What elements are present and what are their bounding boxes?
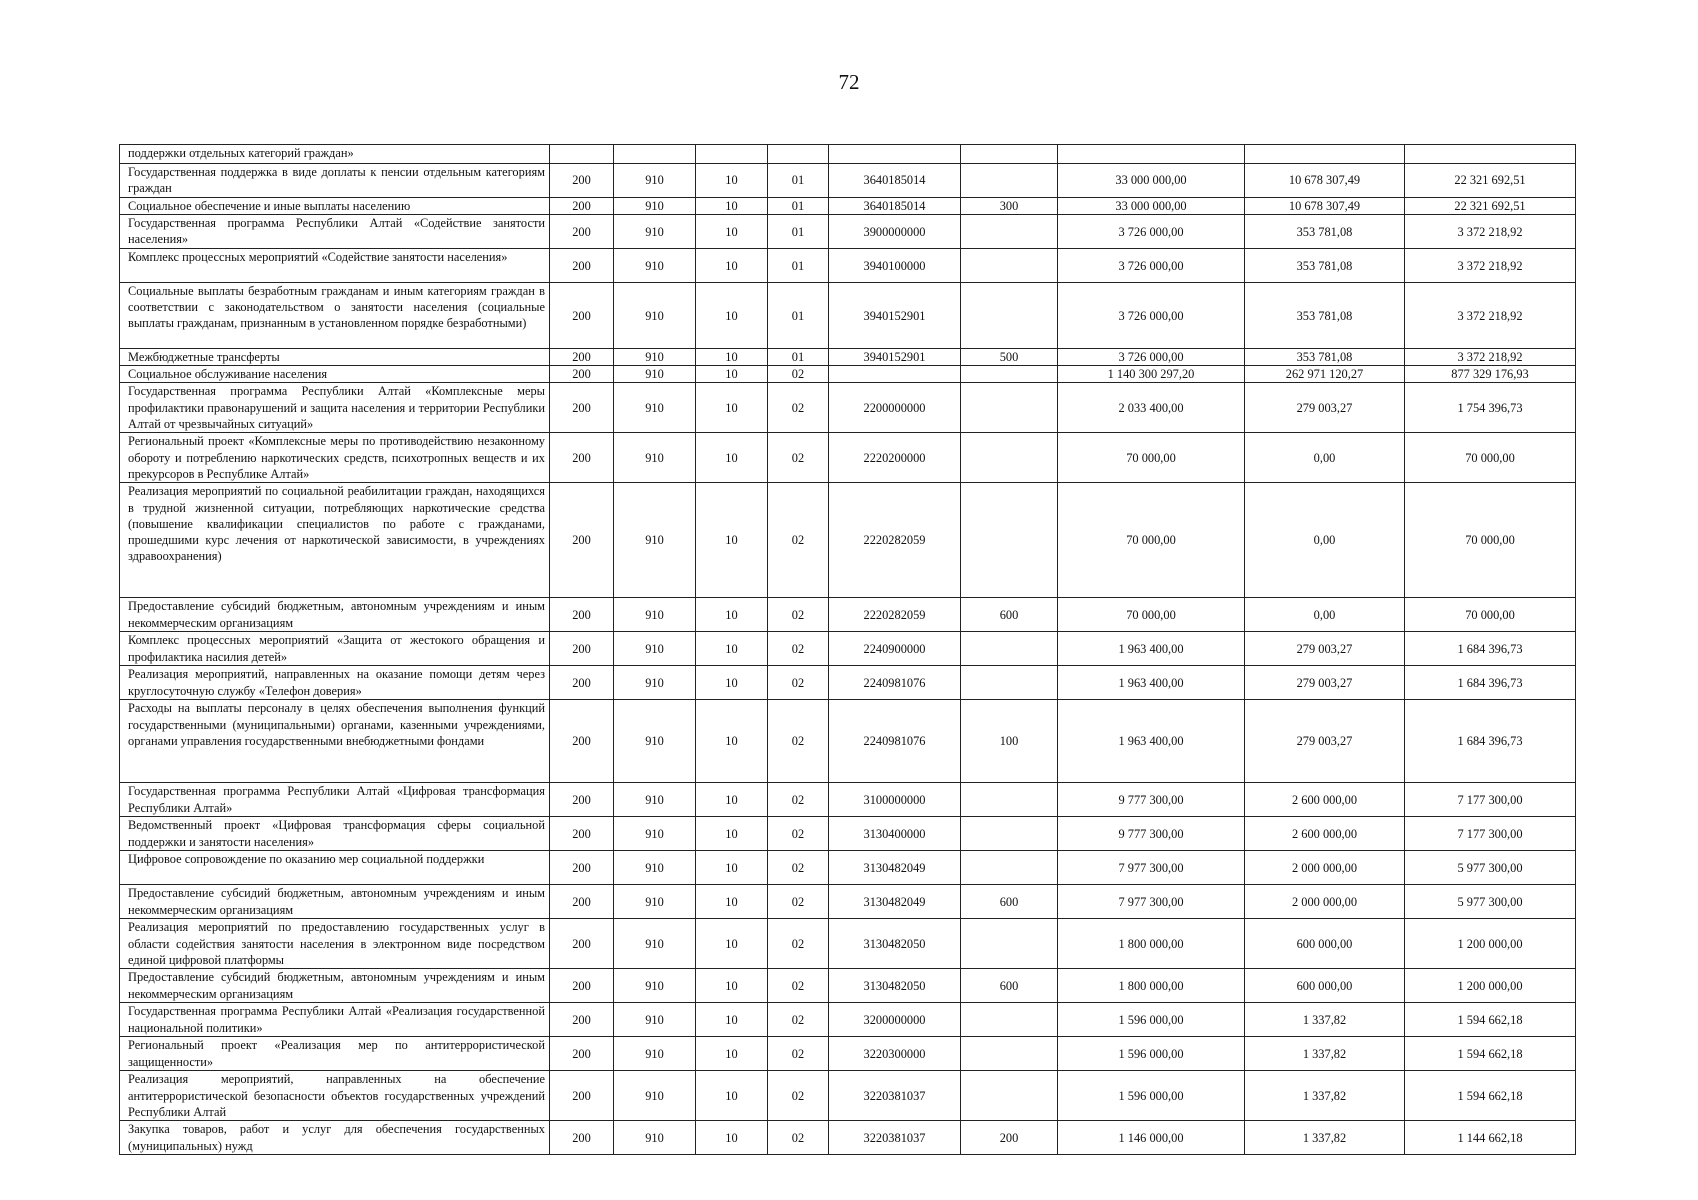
cell-expense-type: 600 (961, 885, 1058, 919)
cell-executed-amount: 1 337,82 (1245, 1003, 1405, 1037)
table-row (120, 885, 1576, 919)
cell-target-article: 3100000000 (829, 783, 961, 817)
cell-remaining-amount: 877 329 176,93 (1405, 366, 1576, 383)
cell-name: Социальное обслуживание населения (120, 366, 550, 383)
cell-department-code (614, 145, 696, 164)
cell-name: Предоставление субсидий бюджетным, автономным учреждениям и иным некоммерческим организациям (120, 969, 550, 1003)
cell-expense-type (961, 1003, 1058, 1037)
cell-target-article: 3940100000 (829, 249, 961, 283)
cell-executed-amount: 2 000 000,00 (1245, 885, 1405, 919)
table-row (120, 783, 1576, 817)
cell-department-code: 910 (614, 1003, 696, 1037)
cell-planned-amount: 3 726 000,00 (1058, 215, 1245, 249)
cell-department-code: 910 (614, 349, 696, 366)
cell-department-code: 910 (614, 885, 696, 919)
cell-target-article: 3940152901 (829, 349, 961, 366)
cell-admin-code: 200 (550, 817, 614, 851)
table-row (120, 483, 1576, 598)
cell-target-article: 3220381037 (829, 1071, 961, 1121)
cell-executed-amount: 2 000 000,00 (1245, 851, 1405, 885)
cell-admin-code: 200 (550, 919, 614, 969)
cell-planned-amount: 3 726 000,00 (1058, 249, 1245, 283)
cell-target-article: 3220300000 (829, 1037, 961, 1071)
cell-department-code: 910 (614, 483, 696, 598)
cell-section: 10 (696, 1071, 768, 1121)
cell-planned-amount (1058, 145, 1245, 164)
cell-executed-amount: 10 678 307,49 (1245, 164, 1405, 198)
cell-department-code: 910 (614, 969, 696, 1003)
cell-section (696, 145, 768, 164)
cell-subsection: 01 (768, 249, 829, 283)
cell-name: Реализация мероприятий, направленных на оказание помощи детям через круглосуточную службу «Телефон доверия» (120, 666, 550, 700)
cell-planned-amount: 7 977 300,00 (1058, 851, 1245, 885)
cell-section: 10 (696, 366, 768, 383)
cell-department-code: 910 (614, 1037, 696, 1071)
cell-executed-amount: 279 003,27 (1245, 383, 1405, 433)
cell-target-article: 2240981076 (829, 666, 961, 700)
table-row (120, 1121, 1576, 1155)
cell-expense-type (961, 145, 1058, 164)
budget-table-body (120, 145, 1576, 1155)
cell-executed-amount: 262 971 120,27 (1245, 366, 1405, 383)
cell-department-code: 910 (614, 198, 696, 215)
cell-planned-amount: 1 140 300 297,20 (1058, 366, 1245, 383)
cell-remaining-amount: 1 684 396,73 (1405, 666, 1576, 700)
cell-subsection: 01 (768, 349, 829, 366)
cell-name: Предоставление субсидий бюджетным, автономным учреждениям и иным некоммерческим организациям (120, 885, 550, 919)
cell-remaining-amount: 1 754 396,73 (1405, 383, 1576, 433)
cell-expense-type (961, 666, 1058, 700)
cell-subsection: 02 (768, 1037, 829, 1071)
cell-subsection: 02 (768, 851, 829, 885)
cell-target-article: 2240900000 (829, 632, 961, 666)
cell-remaining-amount: 1 594 662,18 (1405, 1003, 1576, 1037)
cell-admin-code: 200 (550, 1003, 614, 1037)
cell-admin-code: 200 (550, 666, 614, 700)
cell-expense-type (961, 283, 1058, 349)
table-row (120, 366, 1576, 383)
cell-planned-amount: 7 977 300,00 (1058, 885, 1245, 919)
cell-planned-amount: 9 777 300,00 (1058, 783, 1245, 817)
cell-expense-type (961, 366, 1058, 383)
cell-section: 10 (696, 632, 768, 666)
cell-remaining-amount: 70 000,00 (1405, 433, 1576, 483)
cell-name: Реализация мероприятий, направленных на обеспечение антитеррористической безопасности объектов государственных учреждений Республики Алтай (120, 1071, 550, 1121)
table-row (120, 145, 1576, 164)
cell-planned-amount: 3 726 000,00 (1058, 283, 1245, 349)
cell-admin-code: 200 (550, 349, 614, 366)
table-row (120, 164, 1576, 198)
cell-executed-amount: 2 600 000,00 (1245, 783, 1405, 817)
cell-department-code: 910 (614, 632, 696, 666)
cell-section: 10 (696, 433, 768, 483)
cell-expense-type: 600 (961, 598, 1058, 632)
cell-subsection: 02 (768, 598, 829, 632)
table-row (120, 349, 1576, 366)
cell-remaining-amount: 7 177 300,00 (1405, 783, 1576, 817)
cell-admin-code: 200 (550, 249, 614, 283)
cell-target-article: 2240981076 (829, 700, 961, 783)
cell-expense-type (961, 783, 1058, 817)
cell-department-code: 910 (614, 666, 696, 700)
cell-section: 10 (696, 1121, 768, 1155)
cell-name: Социальное обеспечение и иные выплаты населению (120, 198, 550, 215)
cell-remaining-amount: 70 000,00 (1405, 598, 1576, 632)
cell-target-article: 3640185014 (829, 164, 961, 198)
cell-name: Государственная программа Республики Алтай «Содействие занятости населения» (120, 215, 550, 249)
cell-target-article: 3130482049 (829, 851, 961, 885)
cell-subsection: 02 (768, 1071, 829, 1121)
cell-department-code: 910 (614, 366, 696, 383)
cell-expense-type: 500 (961, 349, 1058, 366)
cell-admin-code: 200 (550, 598, 614, 632)
cell-target-article: 3130482049 (829, 885, 961, 919)
cell-planned-amount: 70 000,00 (1058, 433, 1245, 483)
cell-admin-code: 200 (550, 433, 614, 483)
cell-remaining-amount: 1 200 000,00 (1405, 919, 1576, 969)
cell-executed-amount: 1 337,82 (1245, 1071, 1405, 1121)
cell-expense-type (961, 817, 1058, 851)
cell-admin-code: 200 (550, 969, 614, 1003)
cell-remaining-amount: 7 177 300,00 (1405, 817, 1576, 851)
cell-target-article: 2220282059 (829, 598, 961, 632)
cell-executed-amount: 0,00 (1245, 598, 1405, 632)
cell-department-code: 910 (614, 1071, 696, 1121)
cell-department-code: 910 (614, 283, 696, 349)
cell-remaining-amount: 1 200 000,00 (1405, 969, 1576, 1003)
cell-target-article: 3940152901 (829, 283, 961, 349)
table-row (120, 817, 1576, 851)
cell-name: Государственная программа Республики Алтай «Комплексные меры профилактики правонарушений и защита населения и территории Республики Алтай от чрезвычайных ситуаций» (120, 383, 550, 433)
cell-expense-type (961, 383, 1058, 433)
table-row (120, 598, 1576, 632)
cell-executed-amount: 353 781,08 (1245, 349, 1405, 366)
cell-admin-code: 200 (550, 483, 614, 598)
table-row (120, 851, 1576, 885)
cell-executed-amount: 600 000,00 (1245, 969, 1405, 1003)
cell-target-article: 3130482050 (829, 919, 961, 969)
cell-admin-code: 200 (550, 700, 614, 783)
cell-remaining-amount (1405, 145, 1576, 164)
cell-remaining-amount: 22 321 692,51 (1405, 164, 1576, 198)
cell-remaining-amount: 3 372 218,92 (1405, 349, 1576, 366)
cell-section: 10 (696, 249, 768, 283)
cell-planned-amount: 1 596 000,00 (1058, 1071, 1245, 1121)
cell-executed-amount: 279 003,27 (1245, 666, 1405, 700)
cell-target-article (829, 366, 961, 383)
cell-admin-code: 200 (550, 783, 614, 817)
cell-admin-code: 200 (550, 851, 614, 885)
cell-target-article: 3220381037 (829, 1121, 961, 1155)
cell-remaining-amount: 3 372 218,92 (1405, 249, 1576, 283)
table-row (120, 198, 1576, 215)
cell-executed-amount: 0,00 (1245, 483, 1405, 598)
cell-remaining-amount: 5 977 300,00 (1405, 885, 1576, 919)
cell-department-code: 910 (614, 383, 696, 433)
cell-admin-code (550, 145, 614, 164)
cell-department-code: 910 (614, 817, 696, 851)
cell-executed-amount (1245, 145, 1405, 164)
page-number: 72 (838, 70, 860, 94)
cell-remaining-amount: 3 372 218,92 (1405, 283, 1576, 349)
cell-department-code: 910 (614, 433, 696, 483)
cell-name: поддержки отдельных категорий граждан» (120, 145, 550, 164)
cell-admin-code: 200 (550, 885, 614, 919)
cell-remaining-amount: 1 684 396,73 (1405, 632, 1576, 666)
cell-target-article: 2220282059 (829, 483, 961, 598)
cell-planned-amount: 9 777 300,00 (1058, 817, 1245, 851)
cell-name: Предоставление субсидий бюджетным, автономным учреждениям и иным некоммерческим организациям (120, 598, 550, 632)
cell-planned-amount: 1 963 400,00 (1058, 700, 1245, 783)
cell-department-code: 910 (614, 249, 696, 283)
cell-planned-amount: 1 146 000,00 (1058, 1121, 1245, 1155)
cell-target-article: 2220200000 (829, 433, 961, 483)
cell-subsection: 01 (768, 164, 829, 198)
cell-name: Расходы на выплаты персоналу в целях обеспечения выполнения функций государственными (муниципальными) органами, казенными учреждениями, органами управления государственными внебюджетными фондами (120, 700, 550, 783)
cell-section: 10 (696, 783, 768, 817)
cell-name: Реализация мероприятий по предоставлению государственных услуг в области содействия занятости населения в электронном виде посредством единой цифровой платформы (120, 919, 550, 969)
cell-remaining-amount: 1 594 662,18 (1405, 1037, 1576, 1071)
cell-planned-amount: 1 963 400,00 (1058, 632, 1245, 666)
cell-subsection: 02 (768, 885, 829, 919)
cell-section: 10 (696, 851, 768, 885)
cell-subsection: 02 (768, 817, 829, 851)
cell-expense-type: 200 (961, 1121, 1058, 1155)
cell-section: 10 (696, 483, 768, 598)
cell-remaining-amount: 1 684 396,73 (1405, 700, 1576, 783)
cell-target-article: 3640185014 (829, 198, 961, 215)
cell-planned-amount: 1 800 000,00 (1058, 919, 1245, 969)
cell-section: 10 (696, 383, 768, 433)
cell-subsection: 02 (768, 483, 829, 598)
cell-expense-type (961, 433, 1058, 483)
cell-executed-amount: 1 337,82 (1245, 1121, 1405, 1155)
cell-admin-code: 200 (550, 1121, 614, 1155)
cell-subsection: 02 (768, 383, 829, 433)
cell-subsection: 02 (768, 919, 829, 969)
cell-name: Ведомственный проект «Цифровая трансформация сферы социальной поддержки и занятости населения» (120, 817, 550, 851)
cell-section: 10 (696, 283, 768, 349)
cell-remaining-amount: 22 321 692,51 (1405, 198, 1576, 215)
cell-expense-type (961, 632, 1058, 666)
cell-name: Реализация мероприятий по социальной реабилитации граждан, находящихся в трудной жизненной ситуации, потребляющих наркотические средства (повышение квалификации специалистов по работе с гражданами, прошедшими курс лечения от наркотической зависимости, в учреждениях здравоохранения) (120, 483, 550, 598)
table-row (120, 249, 1576, 283)
cell-expense-type (961, 851, 1058, 885)
cell-planned-amount: 1 596 000,00 (1058, 1003, 1245, 1037)
table-row (120, 215, 1576, 249)
cell-executed-amount: 2 600 000,00 (1245, 817, 1405, 851)
cell-subsection: 01 (768, 215, 829, 249)
cell-target-article: 3130400000 (829, 817, 961, 851)
cell-department-code: 910 (614, 783, 696, 817)
cell-section: 10 (696, 198, 768, 215)
cell-remaining-amount: 5 977 300,00 (1405, 851, 1576, 885)
cell-planned-amount: 33 000 000,00 (1058, 198, 1245, 215)
cell-target-article (829, 145, 961, 164)
cell-admin-code: 200 (550, 283, 614, 349)
table-row (120, 632, 1576, 666)
cell-name: Государственная поддержка в виде доплаты к пенсии отдельным категориям граждан (120, 164, 550, 198)
cell-department-code: 910 (614, 1121, 696, 1155)
cell-admin-code: 200 (550, 366, 614, 383)
cell-section: 10 (696, 164, 768, 198)
cell-remaining-amount: 1 144 662,18 (1405, 1121, 1576, 1155)
cell-expense-type (961, 919, 1058, 969)
cell-executed-amount: 279 003,27 (1245, 700, 1405, 783)
cell-admin-code: 200 (550, 164, 614, 198)
cell-section: 10 (696, 1003, 768, 1037)
cell-name: Региональный проект «Комплексные меры по противодействию незаконному обороту и потреблению наркотических средств, психотропных веществ и их прекурсоров в Республике Алтай» (120, 433, 550, 483)
cell-section: 10 (696, 817, 768, 851)
cell-remaining-amount: 1 594 662,18 (1405, 1071, 1576, 1121)
cell-expense-type (961, 1071, 1058, 1121)
cell-planned-amount: 3 726 000,00 (1058, 349, 1245, 366)
cell-expense-type: 300 (961, 198, 1058, 215)
table-row (120, 919, 1576, 969)
cell-admin-code: 200 (550, 383, 614, 433)
cell-planned-amount: 70 000,00 (1058, 483, 1245, 598)
table-row (120, 383, 1576, 433)
cell-admin-code: 200 (550, 215, 614, 249)
cell-executed-amount: 600 000,00 (1245, 919, 1405, 969)
cell-subsection (768, 145, 829, 164)
cell-planned-amount: 70 000,00 (1058, 598, 1245, 632)
cell-remaining-amount: 3 372 218,92 (1405, 215, 1576, 249)
cell-section: 10 (696, 215, 768, 249)
cell-section: 10 (696, 349, 768, 366)
cell-admin-code: 200 (550, 632, 614, 666)
cell-expense-type: 100 (961, 700, 1058, 783)
cell-target-article: 3200000000 (829, 1003, 961, 1037)
cell-name: Цифровое сопровождение по оказанию мер социальной поддержки (120, 851, 550, 885)
cell-subsection: 01 (768, 283, 829, 349)
cell-target-article: 3130482050 (829, 969, 961, 1003)
cell-subsection: 02 (768, 366, 829, 383)
cell-executed-amount: 353 781,08 (1245, 249, 1405, 283)
cell-name: Государственная программа Республики Алтай «Цифровая трансформация Республики Алтай» (120, 783, 550, 817)
table-row (120, 1037, 1576, 1071)
cell-name: Государственная программа Республики Алтай «Реализация государственной национальной политики» (120, 1003, 550, 1037)
table-row (120, 283, 1576, 349)
cell-section: 10 (696, 700, 768, 783)
budget-table (119, 144, 1576, 1155)
cell-expense-type (961, 249, 1058, 283)
cell-subsection: 02 (768, 969, 829, 1003)
cell-expense-type (961, 215, 1058, 249)
table-row (120, 1071, 1576, 1121)
cell-subsection: 01 (768, 198, 829, 215)
cell-name: Комплекс процессных мероприятий «Защита от жестокого обращения и профилактика насилия детей» (120, 632, 550, 666)
cell-expense-type (961, 164, 1058, 198)
cell-subsection: 02 (768, 783, 829, 817)
cell-executed-amount: 353 781,08 (1245, 283, 1405, 349)
cell-expense-type (961, 483, 1058, 598)
cell-department-code: 910 (614, 851, 696, 885)
cell-subsection: 02 (768, 433, 829, 483)
table-row (120, 1003, 1576, 1037)
table-row (120, 433, 1576, 483)
cell-admin-code: 200 (550, 1071, 614, 1121)
cell-subsection: 02 (768, 1121, 829, 1155)
cell-subsection: 02 (768, 700, 829, 783)
cell-executed-amount: 0,00 (1245, 433, 1405, 483)
cell-name: Региональный проект «Реализация мер по антитеррористической защищенности» (120, 1037, 550, 1071)
cell-planned-amount: 1 596 000,00 (1058, 1037, 1245, 1071)
cell-planned-amount: 1 963 400,00 (1058, 666, 1245, 700)
cell-target-article: 2200000000 (829, 383, 961, 433)
cell-executed-amount: 1 337,82 (1245, 1037, 1405, 1071)
cell-department-code: 910 (614, 215, 696, 249)
cell-section: 10 (696, 666, 768, 700)
cell-department-code: 910 (614, 919, 696, 969)
cell-department-code: 910 (614, 164, 696, 198)
cell-department-code: 910 (614, 700, 696, 783)
cell-planned-amount: 2 033 400,00 (1058, 383, 1245, 433)
cell-name: Закупка товаров, работ и услуг для обеспечения государственных (муниципальных) нужд (120, 1121, 550, 1155)
cell-subsection: 02 (768, 1003, 829, 1037)
cell-subsection: 02 (768, 666, 829, 700)
cell-section: 10 (696, 969, 768, 1003)
cell-name: Межбюджетные трансферты (120, 349, 550, 366)
cell-subsection: 02 (768, 632, 829, 666)
cell-expense-type: 600 (961, 969, 1058, 1003)
cell-section: 10 (696, 1037, 768, 1071)
cell-name: Социальные выплаты безработным гражданам и иным категориям граждан в соответствии с законодательством о занятости населения (социальные выплаты гражданам, признанным в установленном порядке безработными) (120, 283, 550, 349)
cell-section: 10 (696, 598, 768, 632)
table-row (120, 700, 1576, 783)
cell-executed-amount: 10 678 307,49 (1245, 198, 1405, 215)
cell-remaining-amount: 70 000,00 (1405, 483, 1576, 598)
cell-expense-type (961, 1037, 1058, 1071)
cell-admin-code: 200 (550, 198, 614, 215)
cell-section: 10 (696, 919, 768, 969)
cell-planned-amount: 33 000 000,00 (1058, 164, 1245, 198)
cell-target-article: 3900000000 (829, 215, 961, 249)
cell-executed-amount: 353 781,08 (1245, 215, 1405, 249)
cell-department-code: 910 (614, 598, 696, 632)
table-row (120, 666, 1576, 700)
cell-admin-code: 200 (550, 1037, 614, 1071)
table-row (120, 969, 1576, 1003)
cell-executed-amount: 279 003,27 (1245, 632, 1405, 666)
cell-section: 10 (696, 885, 768, 919)
cell-name: Комплекс процессных мероприятий «Содействие занятости населения» (120, 249, 550, 283)
cell-planned-amount: 1 800 000,00 (1058, 969, 1245, 1003)
